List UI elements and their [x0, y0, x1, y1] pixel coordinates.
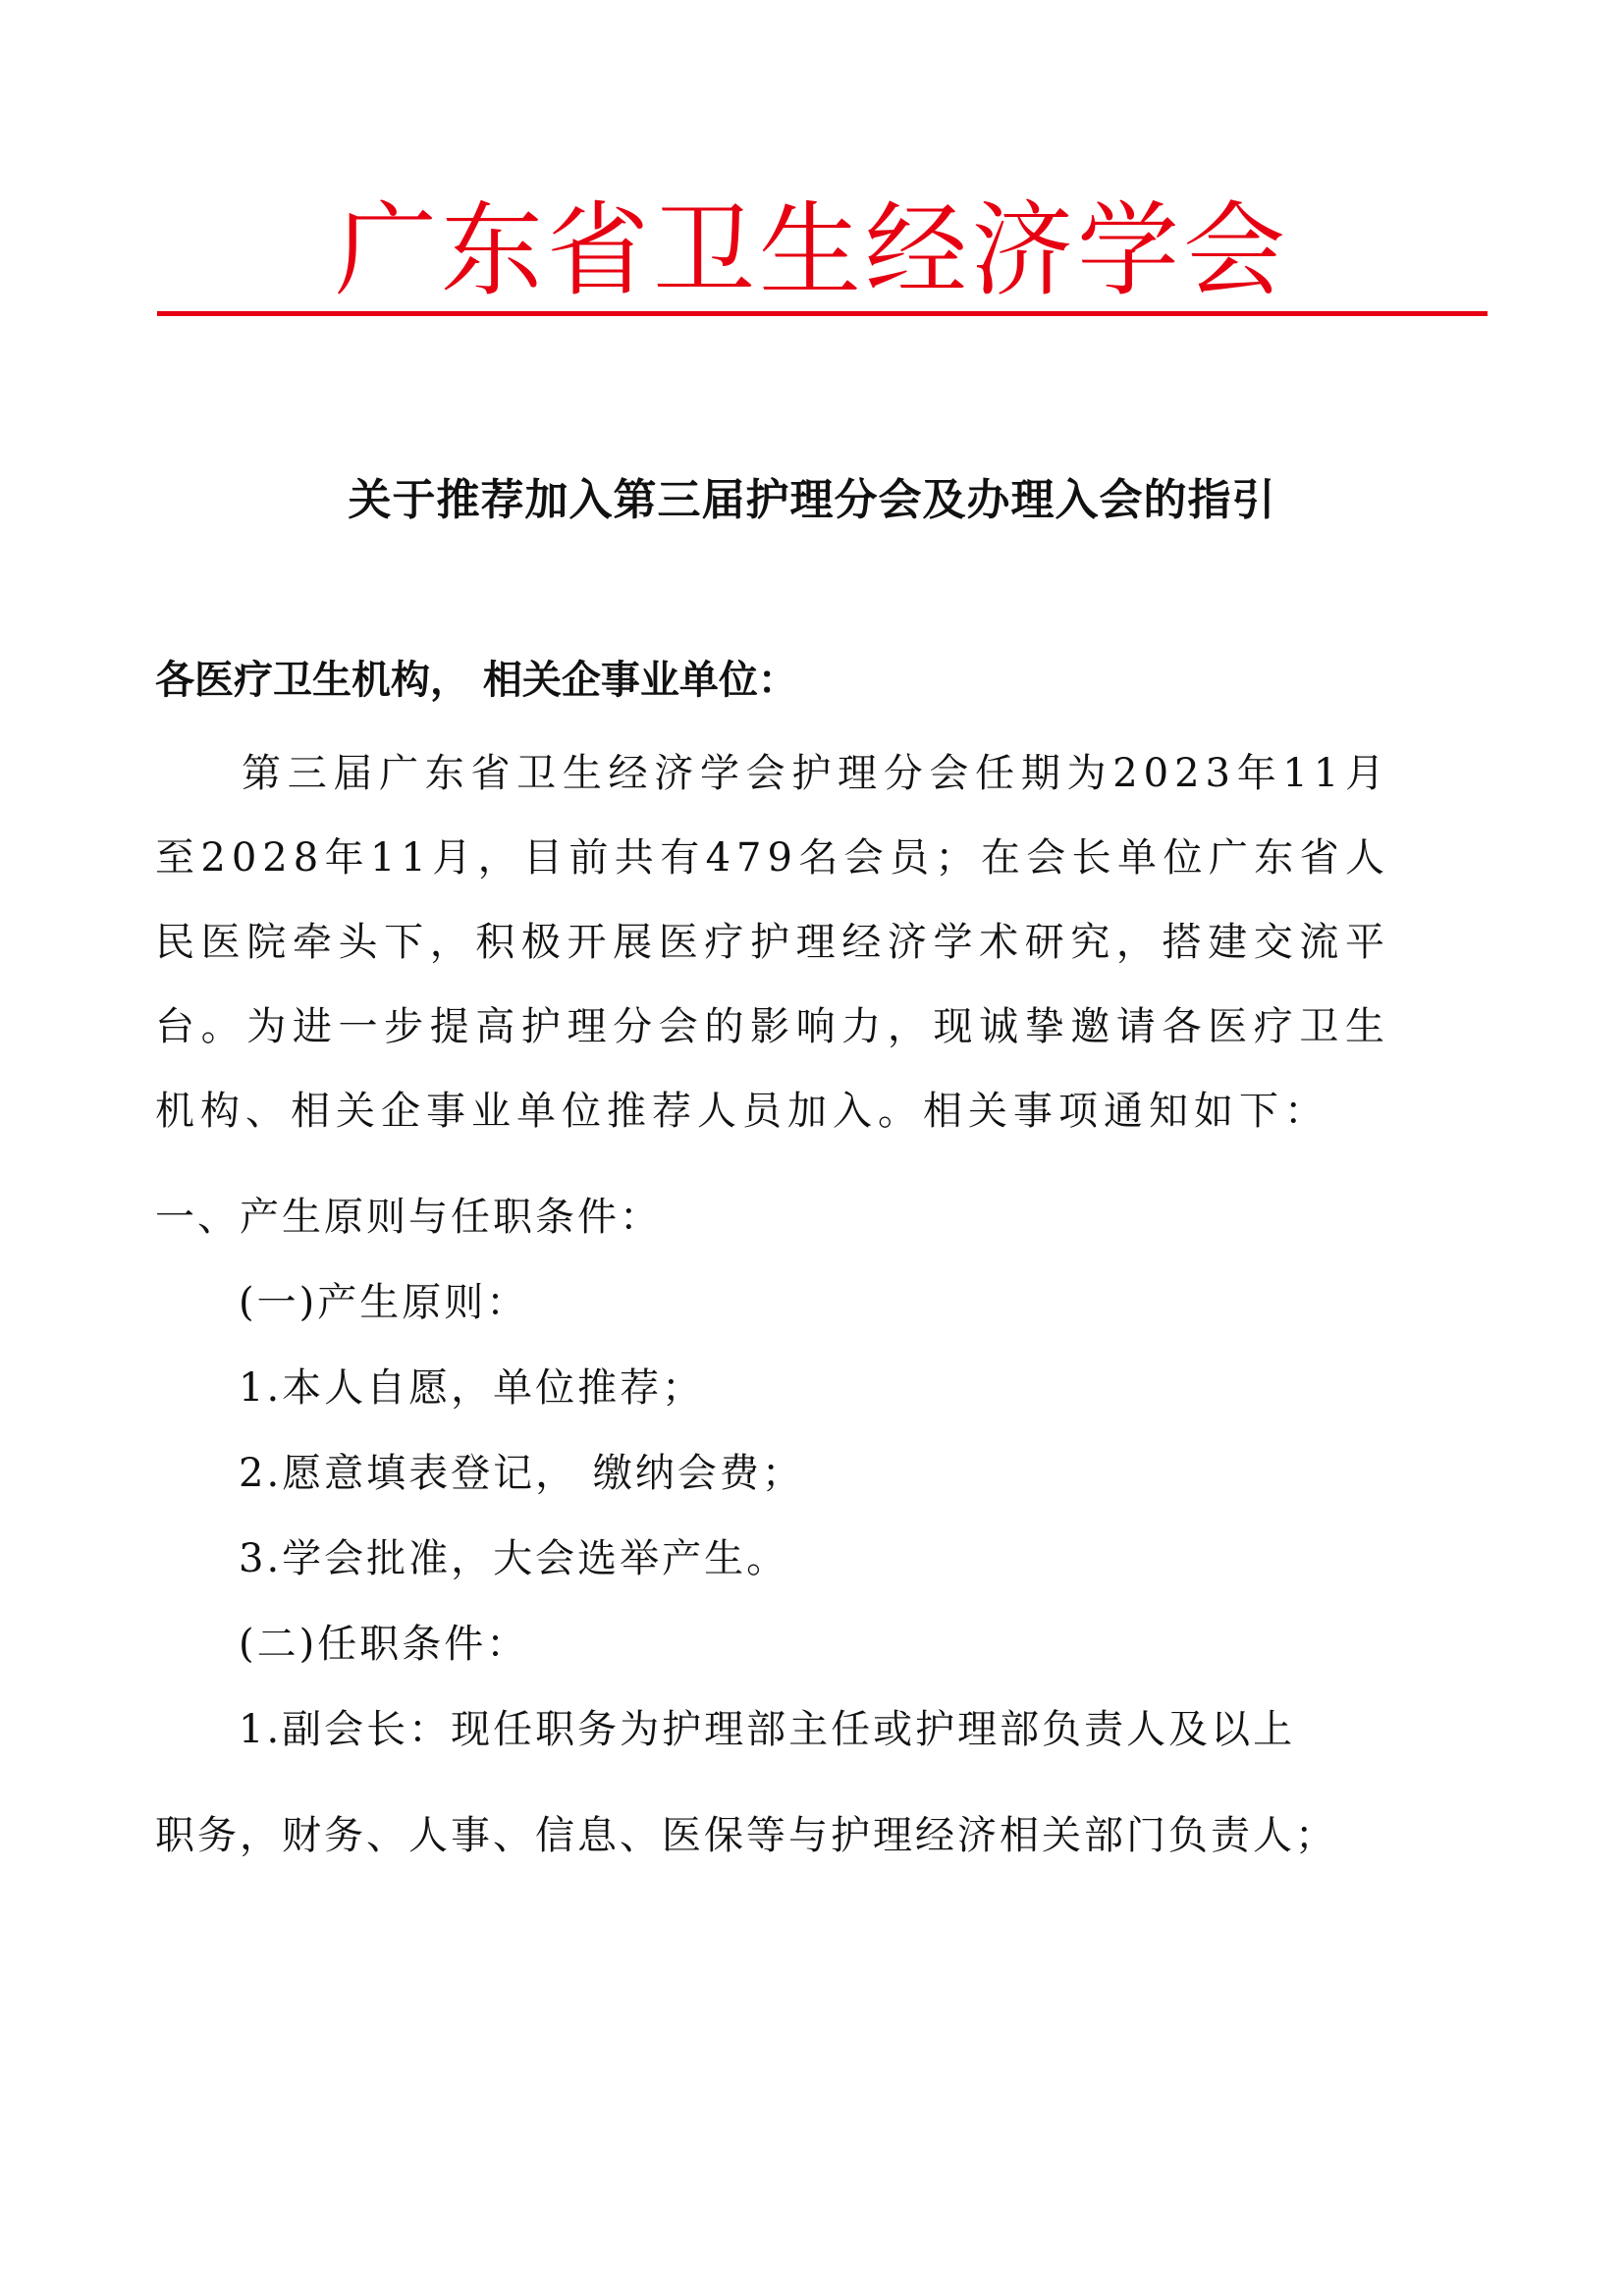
section-1-heading: 一、产生原则与任职条件：: [155, 1195, 662, 1240]
vice-president-condition-line-1: 1.副会长：现任职务为护理部主任或护理部负责人及以上: [239, 1707, 1296, 1752]
header-red-rule: [157, 311, 1488, 316]
principle-item-3: 3.学会批准，大会选举产生。: [239, 1536, 789, 1581]
intro-paragraph: 第三届广东省卫生经济学会护理分会任期为2023年11月至2028年11月，目前共有479名会员；在会长单位广东省人民医院牵头下，积极开展医疗护理经济学术研究，搭建交流平台。为进一步提高护理分会的影响力，现诚挚邀请各医疗卫生机构、相关企事业单位推荐人员加入。相关事项通知如下：: [155, 751, 1390, 1134]
principle-item-1: 1.本人自愿，单位推荐；: [239, 1365, 705, 1411]
principle-item-2: 2.愿意填表登记， 缴纳会费；: [239, 1451, 804, 1496]
subsection-1-heading: (一)产生原则：: [239, 1280, 529, 1325]
subsection-2-heading: (二)任职条件：: [239, 1622, 529, 1667]
salutation: 各医疗卫生机构， 相关企事业单位：: [155, 658, 797, 703]
org-header-title: 广东省卫生经济学会: [334, 190, 1289, 310]
document-title: 关于推荐加入第三届护理分会及办理入会的指引: [348, 475, 1276, 525]
vice-president-condition-line-2: 职务，财务、人事、信息、医保等与护理经济相关部门负责人；: [155, 1813, 1337, 1858]
